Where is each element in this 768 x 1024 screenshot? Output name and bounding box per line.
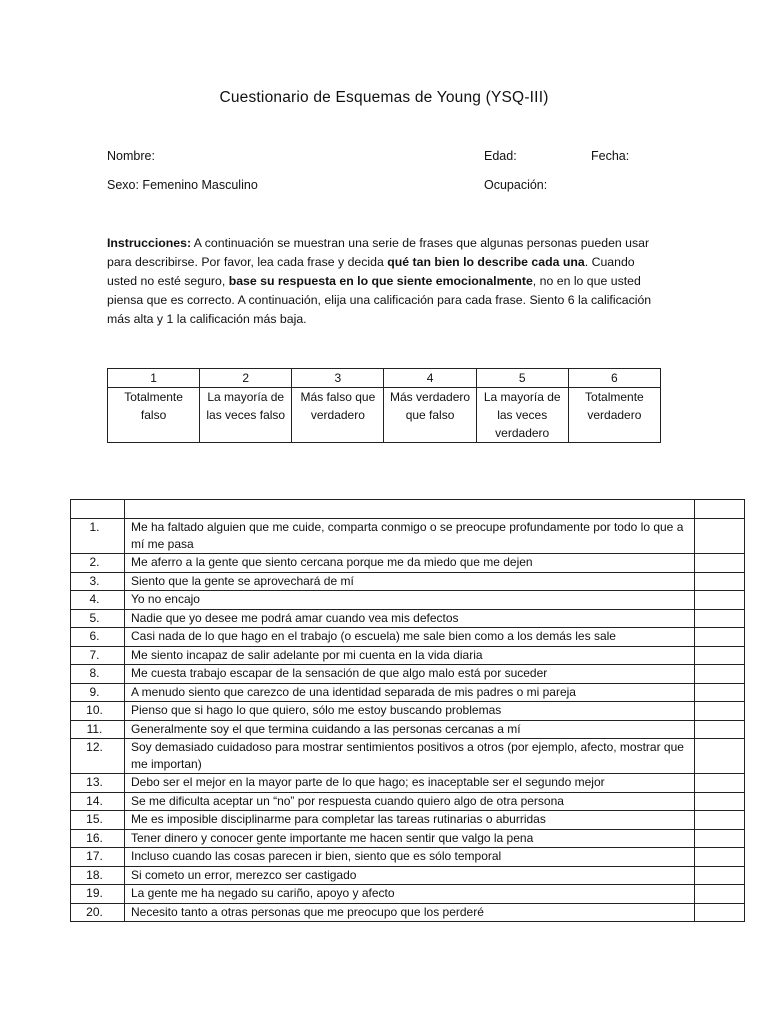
answer-cell[interactable] xyxy=(695,591,745,610)
table-row xyxy=(71,646,745,665)
answer-cell[interactable] xyxy=(695,665,745,684)
item-statement: Siento que la gente se aprovechará de mí xyxy=(125,572,695,591)
answer-cell[interactable] xyxy=(695,683,745,702)
item-statement: Si cometo un error, merezco ser castigado xyxy=(125,866,695,885)
item-statement: Me cuesta trabajo escapar de la sensación de que algo malo está por suceder xyxy=(125,665,695,684)
item-statement: Me aferro a la gente que siento cercana porque me da miedo que me dejen xyxy=(125,554,695,573)
item-number: 3. xyxy=(71,572,125,591)
answer-cell[interactable] xyxy=(695,739,745,774)
answer-cell[interactable] xyxy=(695,572,745,591)
scale-number: 2 xyxy=(200,369,292,388)
table-row xyxy=(71,811,745,830)
scale-label: Totalmente verdadero xyxy=(568,388,660,443)
field-fecha: Fecha: xyxy=(591,149,630,163)
field-ocupacion: Ocupación: xyxy=(484,178,548,192)
table-row xyxy=(71,591,745,610)
field-nombre: Nombre: xyxy=(107,149,155,163)
answer-cell[interactable] xyxy=(695,903,745,922)
item-statement: Yo no encajo xyxy=(125,591,695,610)
table-row xyxy=(71,665,745,684)
answer-cell[interactable] xyxy=(695,519,745,554)
instructions-emphasis: qué tan bien lo describe cada una xyxy=(387,255,585,269)
table-row xyxy=(71,792,745,811)
table-header-row xyxy=(71,500,745,519)
table-row xyxy=(71,720,745,739)
item-statement: Debo ser el mejor en la mayor parte de lo que hago; es inaceptable ser el segundo mejor xyxy=(125,774,695,793)
item-number: 10. xyxy=(71,702,125,721)
instructions-paragraph xyxy=(107,234,667,329)
table-row xyxy=(71,885,745,904)
answer-cell[interactable] xyxy=(695,702,745,721)
item-statement: Me siento incapaz de salir adelante por mi cuenta en la vida diaria xyxy=(125,646,695,665)
instructions-emphasis: base su respuesta en lo que siente emocionalmente xyxy=(228,274,533,288)
scale-label: Totalmente falso xyxy=(108,388,200,443)
item-number: 13. xyxy=(71,774,125,793)
item-statement: Generalmente soy el que termina cuidando a las personas cercanas a mí xyxy=(125,720,695,739)
document-title: Cuestionario de Esquemas de Young (YSQ-III) xyxy=(219,89,549,106)
table-row xyxy=(71,609,745,628)
item-statement: Casi nada de lo que hago en el trabajo (o escuela) me sale bien como a los demás les sale xyxy=(125,628,695,647)
answer-cell[interactable] xyxy=(695,720,745,739)
item-number: 6. xyxy=(71,628,125,647)
item-number: 11. xyxy=(71,720,125,739)
instructions-text: , no en lo que usted piensa que es correcto. A continuación, elija una calificación para cada frase. Siento 6 la calificación más alta y 1 la calificación más baja. xyxy=(107,274,652,326)
answer-cell[interactable] xyxy=(695,792,745,811)
item-statement: Me es imposible disciplinarme para completar las tareas rutinarias o aburridas xyxy=(125,811,695,830)
item-statement: A menudo siento que carezco de una identidad separada de mis padres o mi pareja xyxy=(125,683,695,702)
item-statement: Se me dificulta aceptar un “no” por respuesta cuando quiero algo de otra persona xyxy=(125,792,695,811)
item-statement: Pienso que si hago lo que quiero, sólo me estoy buscando problemas xyxy=(125,702,695,721)
item-number: 18. xyxy=(71,866,125,885)
item-statement: Incluso cuando las cosas parecen ir bien, siento que es sólo temporal xyxy=(125,848,695,867)
table-row xyxy=(71,702,745,721)
item-number: 9. xyxy=(71,683,125,702)
item-number: 7. xyxy=(71,646,125,665)
table-row xyxy=(71,572,745,591)
item-number: 2. xyxy=(71,554,125,573)
answer-cell[interactable] xyxy=(695,885,745,904)
scale-label: Más verdadero que falso xyxy=(384,388,476,443)
instructions-text: A continuación se muestran una serie de frases que algunas personas pueden usar para describirse. Por favor, lea cada frase y decida xyxy=(107,236,650,269)
item-number: 14. xyxy=(71,792,125,811)
item-statement: Necesito tanto a otras personas que me preocupo que los perderé xyxy=(125,903,695,922)
table-row xyxy=(71,829,745,848)
rating-scale-table xyxy=(107,368,661,443)
field-sexo: Sexo: Femenino Masculino xyxy=(107,178,258,192)
scale-number: 6 xyxy=(568,369,660,388)
table-row xyxy=(71,519,745,554)
scale-label: La mayoría de las veces verdadero xyxy=(476,388,568,443)
item-statement: Soy demasiado cuidadoso para mostrar sentimientos positivos a otros (por ejemplo, afecto, mostrar que me importan) xyxy=(125,739,695,774)
item-number: 19. xyxy=(71,885,125,904)
scale-number: 1 xyxy=(108,369,200,388)
table-row xyxy=(71,848,745,867)
scale-number: 4 xyxy=(384,369,476,388)
header-cell xyxy=(125,500,695,519)
instructions-text: . Cuando usted no esté seguro, xyxy=(107,255,635,288)
item-number: 1. xyxy=(71,519,125,554)
item-statement: Tener dinero y conocer gente importante me hacen sentir que valgo la pena xyxy=(125,829,695,848)
item-number: 16. xyxy=(71,829,125,848)
table-row xyxy=(71,628,745,647)
answer-cell[interactable] xyxy=(695,609,745,628)
item-statement: Nadie que yo desee me podrá amar cuando vea mis defectos xyxy=(125,609,695,628)
item-number: 4. xyxy=(71,591,125,610)
item-statement: Me ha faltado alguien que me cuide, comparta conmigo o se preocupe profundamente por todo lo que a mí me pasa xyxy=(125,519,695,554)
answer-cell[interactable] xyxy=(695,829,745,848)
answer-cell[interactable] xyxy=(695,628,745,647)
header-cell xyxy=(695,500,745,519)
item-number: 15. xyxy=(71,811,125,830)
answer-cell[interactable] xyxy=(695,811,745,830)
table-row xyxy=(71,739,745,774)
scale-number: 5 xyxy=(476,369,568,388)
item-number: 17. xyxy=(71,848,125,867)
header-cell xyxy=(71,500,125,519)
item-number: 5. xyxy=(71,609,125,628)
table-row xyxy=(71,903,745,922)
scale-label: La mayoría de las veces falso xyxy=(200,388,292,443)
item-statement: La gente me ha negado su cariño, apoyo y afecto xyxy=(125,885,695,904)
questionnaire-table xyxy=(70,499,745,922)
answer-cell[interactable] xyxy=(695,646,745,665)
answer-cell[interactable] xyxy=(695,774,745,793)
field-edad: Edad: xyxy=(484,149,517,163)
table-row xyxy=(71,683,745,702)
questionnaire-body xyxy=(71,500,745,922)
scale-number: 3 xyxy=(292,369,384,388)
scale-label: Más falso que verdadero xyxy=(292,388,384,443)
instructions-lead: Instrucciones: xyxy=(107,236,192,250)
item-number: 8. xyxy=(71,665,125,684)
table-row xyxy=(71,554,745,573)
item-number: 12. xyxy=(71,739,125,774)
answer-cell[interactable] xyxy=(695,866,745,885)
table-row xyxy=(71,866,745,885)
table-row xyxy=(71,774,745,793)
answer-cell[interactable] xyxy=(695,554,745,573)
answer-cell[interactable] xyxy=(695,848,745,867)
item-number: 20. xyxy=(71,903,125,922)
